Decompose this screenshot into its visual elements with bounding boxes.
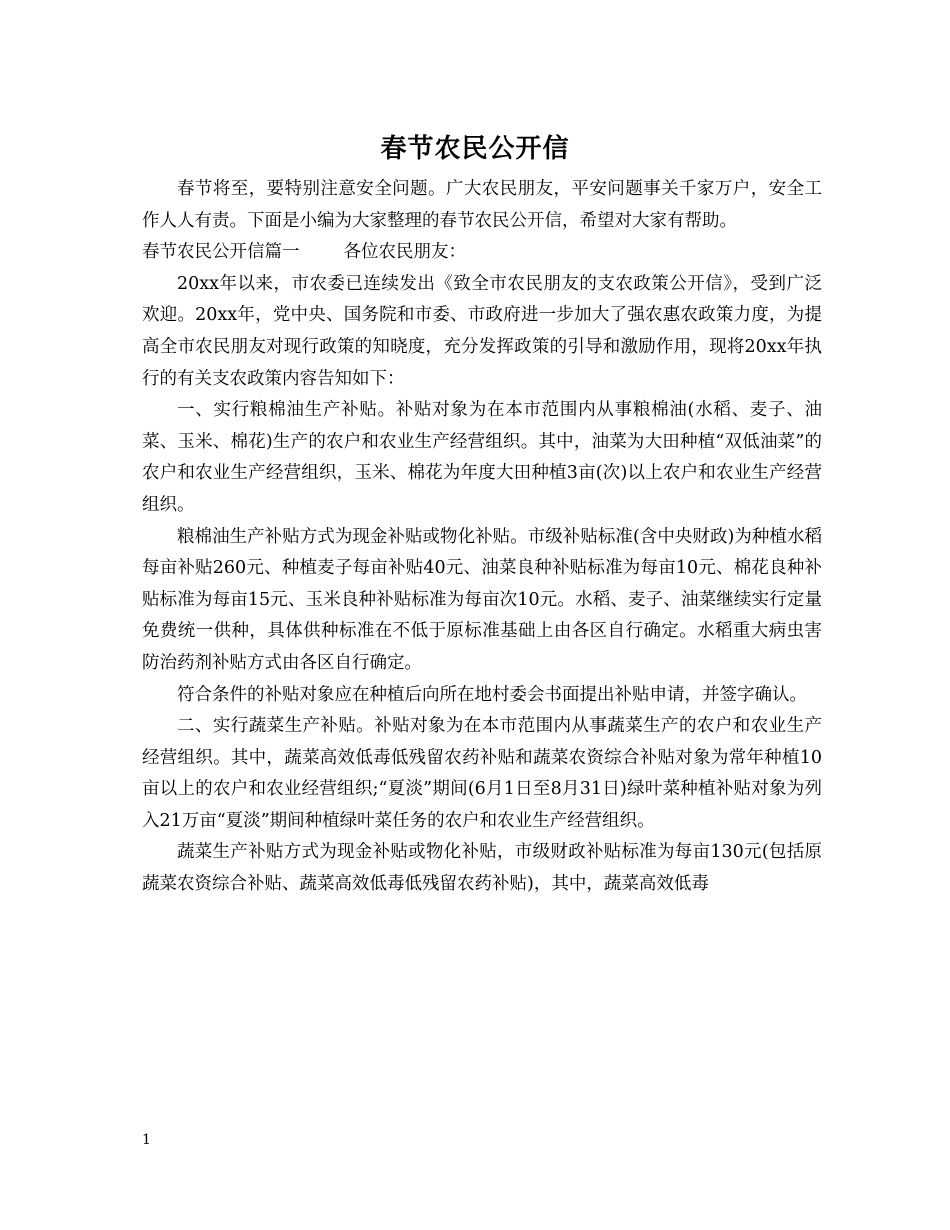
paragraph-6: 蔬菜生产补贴方式为现金补贴或物化补贴，市级财政补贴标准为每亩130元(包括原蔬菜农资综合补贴、蔬菜高效低毒低残留农药补贴)，其中，蔬菜高效低毒 <box>142 842 822 895</box>
paragraph-4: 符合条件的补贴对象应在种植后向所在地村委会书面提出补贴申请，并签字确认。 <box>177 684 807 705</box>
paragraph-1: 20xx年以来，市农委已连续发出《致全市农民朋友的支农政策公开信》，受到广泛欢迎。20xx年，党中央、国务院和市委、市政府进一步加大了强农惠农政策力度，为提高全市农民朋友对现行政策的知晓度，充分发挥政策的引导和激励作用，现将20xx年执行的有关支农政策内容告知如下： <box>142 273 822 389</box>
salutation: 各位农民朋友： <box>343 242 466 263</box>
document-title: 春节农民公开信 <box>380 134 570 164</box>
intro-paragraph: 春节将至，要特别注意安全问题。广大农民朋友，平安问题事关千家万户，安全工作人人有责。下面是小编为大家整理的春节农民公开信，希望对大家有帮助。 <box>142 179 822 231</box>
paragraph-2: 一、实行粮棉油生产补贴。补贴对象为在本市范围内从事粮棉油(水稻、麦子、油菜、玉米、棉花)生产的农户和农业生产经营组织。其中，油菜为大田种植“双低油菜”的农户和农业生产经营组织，玉米、棉花为年度大田种植3亩(次)以上农户和农业生产经营组织。 <box>142 400 822 515</box>
page-number: 1 <box>142 1132 151 1148</box>
paragraph-3: 粮棉油生产补贴方式为现金补贴或物化补贴。市级补贴标准(含中央财政)为种植水稻每亩补贴260元、种植麦子每亩补贴40元、油菜良种补贴标准为每亩10元、棉花良种补贴标准为每亩15元、玉米良种补贴标准为每亩次10元。水稻、麦子、油菜继续实行定量免费统一供种，具体供种标准在不低于原标准基础上由各区自行确定。水稻重大病虫害防治药剂补贴方式由各区自行确定。 <box>142 526 822 673</box>
paragraph-5: 二、实行蔬菜生产补贴。补贴对象为在本市范围内从事蔬菜生产的农户和农业生产经营组织。其中，蔬菜高效低毒低残留农药补贴和蔬菜农资综合补贴对象为常年种植10亩以上的农户和农业经营组织;“夏淡”期间(6月1日至8月31日)绿叶菜种植补贴对象为列入21万亩“夏淡”期间种植绿叶菜任务的农户和农业生产经营组织。 <box>142 716 822 831</box>
section-heading: 春节农民公开信篇一 <box>142 242 300 263</box>
document-body <box>142 174 822 901</box>
section-heading-line <box>142 237 822 269</box>
